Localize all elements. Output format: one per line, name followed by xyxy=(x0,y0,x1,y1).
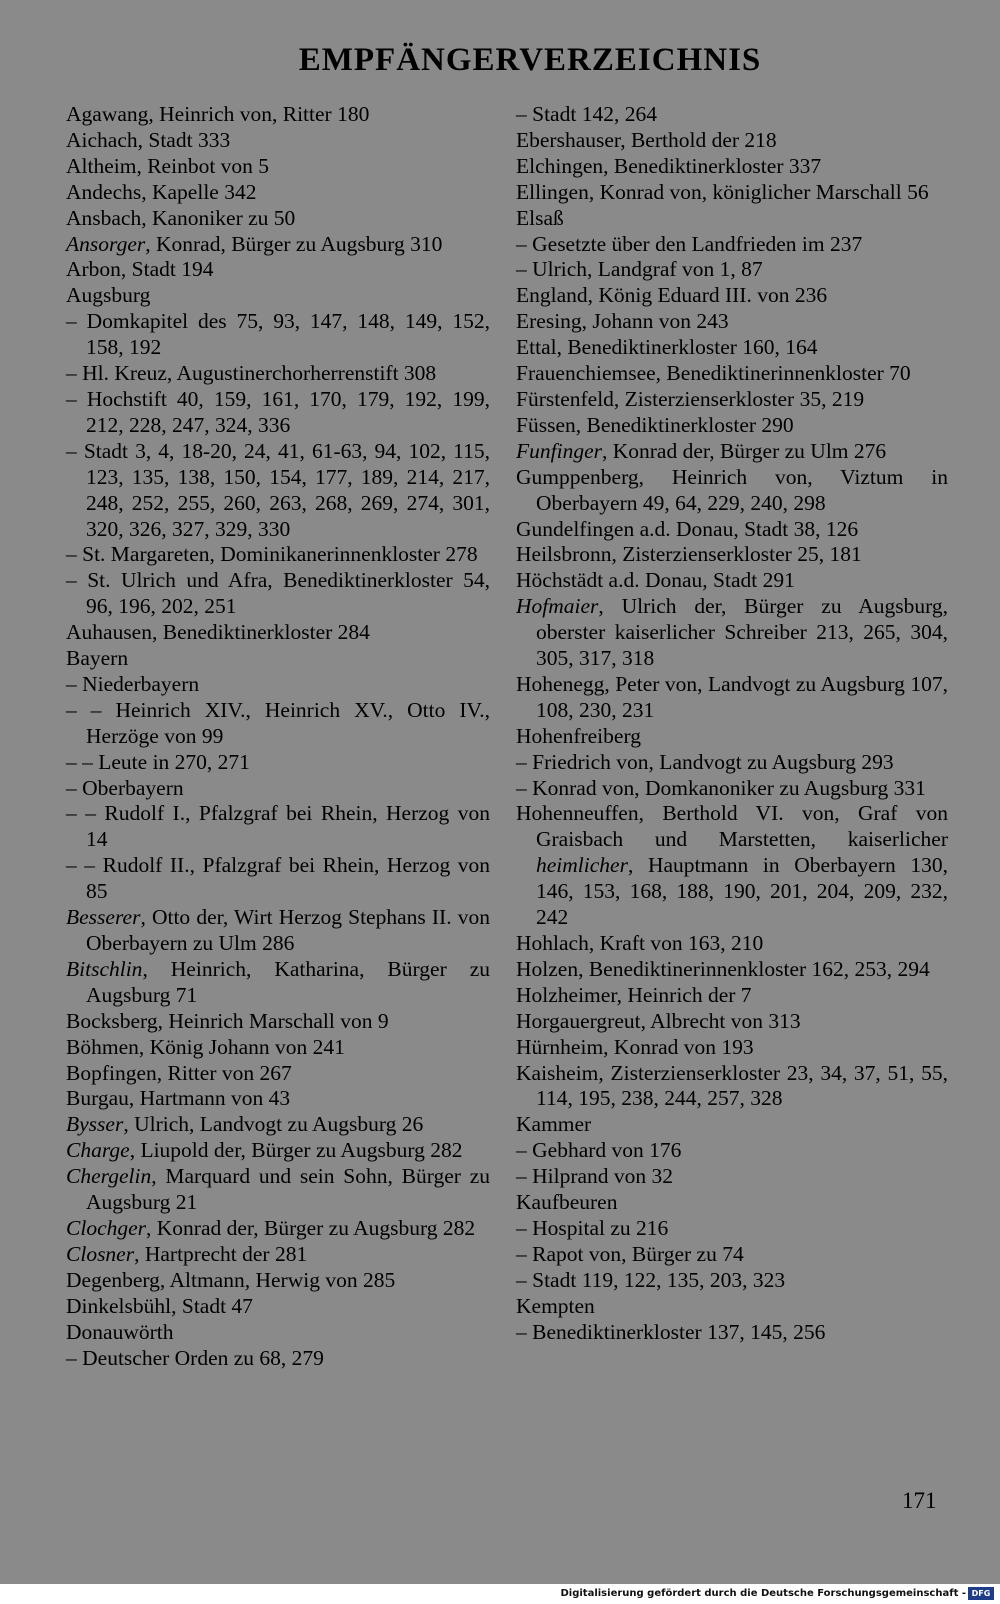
index-entry xyxy=(516,1164,948,1190)
entry-text: – Hospital zu 216 xyxy=(516,1215,669,1240)
entry-text: – Hl. Kreuz, Augustinerchorherrenstift 308 xyxy=(66,361,437,386)
index-entry xyxy=(516,465,948,517)
index-entry xyxy=(516,335,948,361)
entry-name-italic: Closner xyxy=(66,1241,135,1266)
entry-text: Burgau, Hartmann von 43 xyxy=(66,1086,291,1111)
index-entry xyxy=(66,1138,490,1164)
entry-name-italic: Funfinger xyxy=(516,438,602,463)
index-entry xyxy=(66,620,490,646)
entry-text: Holzen, Benediktinerinnenkloster 162, 253, 294 xyxy=(516,956,930,981)
entry-text: Elsaß xyxy=(516,205,564,230)
index-entry xyxy=(66,206,490,232)
index-entry xyxy=(516,983,948,1009)
entry-name-italic: Clochger xyxy=(66,1215,147,1240)
entry-text: – – Rudolf II., Pfalzgraf bei Rhein, Herzog von 85 xyxy=(66,853,490,904)
entry-text: Ellingen, Konrad von, königlicher Marschall 56 xyxy=(516,179,929,204)
index-entry xyxy=(516,180,948,206)
entry-text: Böhmen, König Johann von 241 xyxy=(66,1034,345,1059)
entry-text: , Heinrich, Katharina, Bürger zu Augsburg 71 xyxy=(86,956,490,1007)
index-entry xyxy=(66,542,490,568)
entry-text: – – Rudolf I., Pfalzgraf bei Rhein, Herzog von 14 xyxy=(66,801,490,852)
index-entry xyxy=(66,750,490,776)
index-entry xyxy=(66,257,490,283)
index-column-left xyxy=(66,102,490,1371)
footer-credit: Digitalisierung gefördert durch die Deutsche Forschungsgemeinschaft - xyxy=(560,1588,966,1599)
entry-text: , Ulrich der, Bürger zu Augsburg, oberster kaiserlicher Schreiber 213, 265, 304, 305, 317, 318 xyxy=(536,594,948,671)
entry-text: Kaisheim, Zisterzienserkloster 23, 34, 37, 51, 55, 114, 195, 238, 244, 257, 328 xyxy=(516,1060,948,1111)
index-entry xyxy=(66,957,490,1009)
entry-text: Horgauergreut, Albrecht von 313 xyxy=(516,1008,801,1033)
index-entry xyxy=(66,568,490,620)
entry-text: Aichach, Stadt 333 xyxy=(66,127,231,152)
entry-text: Kaufbeuren xyxy=(516,1190,618,1215)
index-entry xyxy=(66,1346,490,1372)
dfg-logo-icon: DFG xyxy=(968,1587,994,1600)
entry-text: Füssen, Benediktinerkloster 290 xyxy=(516,412,794,437)
entry-name-italic: Hofmaier xyxy=(516,594,599,619)
entry-text: Ansbach, Kanoniker zu 50 xyxy=(66,205,296,230)
index-entry xyxy=(516,257,948,283)
entry-text: , Marquard und sein Sohn, Bürger zu Augsburg 21 xyxy=(86,1164,490,1215)
entry-text: Gundelfingen a.d. Donau, Stadt 38, 126 xyxy=(516,516,859,541)
index-entry xyxy=(516,594,948,672)
index-entry xyxy=(516,283,948,309)
entry-text: Holzheimer, Heinrich der 7 xyxy=(516,982,752,1007)
entry-text: – Benediktinerkloster 137, 145, 256 xyxy=(516,1319,826,1344)
index-entry xyxy=(66,698,490,750)
entry-text: Bayern xyxy=(66,646,129,671)
index-entry xyxy=(66,801,490,853)
index-entry xyxy=(516,542,948,568)
entry-text: Auhausen, Benediktinerkloster 284 xyxy=(66,620,370,645)
index-entry xyxy=(516,1009,948,1035)
entry-text: Frauenchiemsee, Benediktinerinnenkloster 70 xyxy=(516,361,911,386)
index-entry xyxy=(516,154,948,180)
index-entry xyxy=(516,128,948,154)
entry-text: , Ulrich, Landvogt zu Augsburg 26 xyxy=(123,1112,424,1137)
index-entry xyxy=(516,517,948,543)
index-entry xyxy=(66,905,490,957)
entry-text: , Konrad der, Bürger zu Augsburg 282 xyxy=(146,1215,476,1240)
entry-text: Höchstädt a.d. Donau, Stadt 291 xyxy=(516,568,795,593)
entry-text: Bocksberg, Heinrich Marschall von 9 xyxy=(66,1008,389,1033)
index-entry xyxy=(66,1268,490,1294)
entry-name-italic: Charge xyxy=(66,1138,130,1163)
entry-text: – St. Margareten, Dominikanerinnenkloster 278 xyxy=(66,542,478,567)
index-entry xyxy=(66,853,490,905)
entry-text: – Niederbayern xyxy=(66,671,200,696)
index-entry xyxy=(516,1320,948,1346)
index-entry xyxy=(66,1320,490,1346)
entry-text: Hohlach, Kraft von 163, 210 xyxy=(516,931,764,955)
index-entry xyxy=(66,439,490,543)
index-entry xyxy=(516,1061,948,1113)
entry-text: Heilsbronn, Zisterzienserkloster 25, 181 xyxy=(516,542,862,567)
index-entry xyxy=(66,1035,490,1061)
index-entry xyxy=(516,931,948,957)
index-entry xyxy=(66,1216,490,1242)
entry-text: – Rapot von, Bürger zu 74 xyxy=(516,1241,744,1266)
entry-text: Andechs, Kapelle 342 xyxy=(66,179,257,204)
entry-name-italic: heimlicher xyxy=(536,853,628,878)
entry-text: England, König Eduard III. von 236 xyxy=(516,283,828,308)
entry-text: – Oberbayern xyxy=(66,775,184,800)
entry-text: – Ulrich, Landgraf von 1, 87 xyxy=(516,257,763,282)
index-entry xyxy=(66,102,490,128)
index-entry xyxy=(516,957,948,983)
index-entry xyxy=(516,568,948,594)
entry-text: Fürstenfeld, Zisterzienserkloster 35, 219 xyxy=(516,386,865,411)
index-entry xyxy=(516,439,948,465)
entry-text: – Hochstift 40, 159, 161, 170, 179, 192, 199, 212, 228, 247, 324, 336 xyxy=(66,386,490,437)
index-entry xyxy=(66,361,490,387)
entry-text: Dinkelsbühl, Stadt 47 xyxy=(66,1293,253,1318)
entry-text: Agawang, Heinrich von, Ritter 180 xyxy=(66,102,370,126)
index-entry xyxy=(516,672,948,724)
entry-text: – Friedrich von, Landvogt zu Augsburg 293 xyxy=(516,749,894,774)
index-entry xyxy=(66,1294,490,1320)
index-entry xyxy=(66,1242,490,1268)
index-entry xyxy=(66,283,490,309)
index-entry xyxy=(66,154,490,180)
entry-text: Altheim, Reinbot von 5 xyxy=(66,153,270,178)
index-entry xyxy=(516,1294,948,1320)
entry-text: , Hauptmann in Oberbayern 130, 146, 153, 168, 188, 190, 201, 204, 209, 232, 242 xyxy=(536,853,948,930)
index-entry xyxy=(66,1164,490,1216)
index-entry xyxy=(66,1112,490,1138)
entry-text: Augsburg xyxy=(66,283,151,308)
entry-text: – – Heinrich XIV., Heinrich XV., Otto IV., Herzöge von 99 xyxy=(66,697,490,748)
index-entry xyxy=(66,128,490,154)
index-entry xyxy=(516,232,948,258)
index-column-right xyxy=(516,102,948,1346)
entry-name-italic: Besserer xyxy=(66,905,141,930)
entry-text: Donauwörth xyxy=(66,1319,174,1344)
index-entry xyxy=(516,750,948,776)
entry-text: , Liupold der, Bürger zu Augsburg 282 xyxy=(129,1138,463,1163)
index-entry xyxy=(66,1061,490,1087)
index-entry xyxy=(516,1242,948,1268)
index-entry xyxy=(66,672,490,698)
index-entry xyxy=(516,361,948,387)
index-entry xyxy=(516,1035,948,1061)
index-entry xyxy=(66,646,490,672)
entry-text: Hohenneuffen, Berthold VI. von, Graf von Graisbach und Marstetten, kaiserlicher xyxy=(516,801,948,852)
entry-text: – Stadt 119, 122, 135, 203, 323 xyxy=(516,1267,786,1292)
index-entry xyxy=(66,776,490,802)
entry-text: , Konrad der, Bürger zu Ulm 276 xyxy=(602,438,887,463)
entry-name-italic: Bitschlin xyxy=(66,956,143,981)
entry-text: – Hilprand von 32 xyxy=(516,1164,674,1189)
entry-text: – Gebhard von 176 xyxy=(516,1138,682,1163)
entry-text: – Stadt 142, 264 xyxy=(516,102,657,126)
index-entry xyxy=(516,102,948,128)
index-entry xyxy=(516,1216,948,1242)
entry-text: , Konrad, Bürger zu Augsburg 310 xyxy=(145,231,443,256)
index-entry xyxy=(516,776,948,802)
index-entry xyxy=(516,206,948,232)
entry-text: Kammer xyxy=(516,1112,592,1137)
entry-text: Elchingen, Benediktinerkloster 337 xyxy=(516,153,822,178)
index-entry xyxy=(66,232,490,258)
entry-text: – Gesetzte über den Landfrieden im 237 xyxy=(516,231,863,256)
index-entry xyxy=(66,387,490,439)
entry-text: – Konrad von, Domkanoniker zu Augsburg 331 xyxy=(516,775,926,800)
index-entry xyxy=(516,387,948,413)
entry-text: – Deutscher Orden zu 68, 279 xyxy=(66,1345,324,1370)
index-entry xyxy=(66,180,490,206)
entry-text: – – Leute in 270, 271 xyxy=(66,749,250,774)
entry-name-italic: Ansorger xyxy=(66,231,146,256)
entry-name-italic: Bysser xyxy=(66,1112,124,1137)
entry-text: Degenberg, Altmann, Herwig von 285 xyxy=(66,1267,396,1292)
entry-text: Kempten xyxy=(516,1293,595,1318)
index-entry xyxy=(516,1112,948,1138)
entry-text: – St. Ulrich und Afra, Benediktinerkloster 54, 96, 196, 202, 251 xyxy=(66,568,490,619)
entry-text: Ebershauser, Berthold der 218 xyxy=(516,127,777,152)
page-title: EMPFÄNGERVERZEICHNIS xyxy=(298,42,762,78)
entry-text: Hohenegg, Peter von, Landvogt zu Augsburg 107, 108, 230, 231 xyxy=(516,671,948,722)
entry-name-italic: Chergelin xyxy=(66,1164,152,1189)
entry-text: Hürnheim, Konrad von 193 xyxy=(516,1034,754,1059)
index-entry xyxy=(66,1086,490,1112)
entry-text: Eresing, Johann von 243 xyxy=(516,309,729,334)
entry-text: Arbon, Stadt 194 xyxy=(66,257,214,282)
index-entry xyxy=(516,1190,948,1216)
index-entry xyxy=(516,801,948,931)
page-number: 171 xyxy=(902,1488,937,1513)
entry-text: , Otto der, Wirt Herzog Stephans II. von Oberbayern zu Ulm 286 xyxy=(86,905,490,955)
entry-text: Hohenfreiberg xyxy=(516,723,641,748)
index-entry xyxy=(516,724,948,750)
entry-text: Bopfingen, Ritter von 267 xyxy=(66,1060,292,1085)
index-entry xyxy=(516,413,948,439)
entry-text: , Hartprecht der 281 xyxy=(134,1241,308,1266)
footer-bar xyxy=(0,1584,1000,1604)
index-entry xyxy=(516,309,948,335)
entry-text: – Stadt 3, 4, 18-20, 24, 41, 61-63, 94, 102, 115, 123, 135, 138, 150, 154, 177, 189, 214, 217, 248, 252, 255, 260, 263, 268, 269, 274, 301, 320, 326, 327, 329, 330 xyxy=(66,438,490,541)
index-entry xyxy=(516,1138,948,1164)
entry-text: Gumppenberg, Heinrich von, Viztum in Oberbayern 49, 64, 229, 240, 298 xyxy=(516,464,948,515)
index-entry xyxy=(66,1009,490,1035)
entry-text: Ettal, Benediktinerkloster 160, 164 xyxy=(516,335,818,360)
entry-text: – Domkapitel des 75, 93, 147, 148, 149, 152, 158, 192 xyxy=(66,309,490,360)
index-entry xyxy=(66,309,490,361)
index-entry xyxy=(516,1268,948,1294)
